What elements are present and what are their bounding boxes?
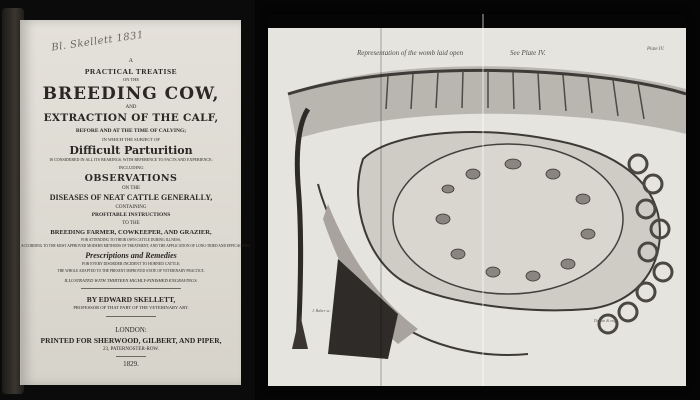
subtitle: EXTRACTION OF THE CALF, [43,112,219,124]
author: BY EDWARD SKELLETT, [86,295,176,304]
title-line: ACCORDING TO THE MOST APPROVED MODERN METHODS OF TREATMENT, AND THE APPLICATION OF LONG-TRIED AND EFFICACIOUS [21,244,251,248]
title-line: FOR EVERY DISORDER INCIDENT TO HORNED CATTLE; [81,262,181,266]
year: 1829. [123,360,139,368]
main-title: BREEDING COW, [42,84,220,104]
title-line: ON THE [122,77,140,82]
title-line: DISEASES OF NEAT CATTLE GENERALLY, [49,193,213,202]
divider [81,288,181,289]
address: 23, PATERNOSTER-ROW. [103,347,159,352]
plate-caption: Representation of the womb laid open [357,49,464,57]
place: LONDON: [115,326,147,334]
title-line: TO THE [122,221,140,226]
title-line: INCLUDING [118,165,144,170]
title-line: THE WHOLE ADAPTED TO THE PRESENT IMPROVED STATE OF VETERINARY PRACTICE. [57,269,205,273]
plate-label: Plate IV. [647,47,665,52]
divider [106,316,156,317]
title-line: ON THE [121,186,141,191]
title-line: BEFORE AND AT THE TIME OF CALVING; [75,128,187,134]
title-line: Prescriptions and Remedies [85,251,177,260]
left-book-page-area [0,0,255,400]
title-line: AND [125,105,137,110]
title-line: A [128,58,134,64]
publisher: PRINTED FOR SHERWOOD, GILBERT, AND PIPER, [40,336,222,345]
title-line: OBSERVATIONS [84,173,178,184]
plate-area [262,0,700,400]
title-page [20,20,251,385]
title-line: IS CONSIDERED IN ALL ITS BEARINGS, WITH REFERENCE TO FACTS AND EXPERIENCE; [49,157,213,162]
plate-fold [380,14,382,386]
handwritten-note: Bl. Skellett 1831 [50,29,145,54]
title-line: Difficult Parturition [69,144,193,157]
title-line: IN WHICH THE SUBJECT OF [102,137,160,142]
title-line: PROFITABLE INSTRUCTIONS [91,212,171,218]
author-title: PROFESSOR OF THAT PART OF THE VETERINARY ART. [73,305,189,310]
engraver-credit-right: Drawn & eng. [594,318,617,323]
title-line: PRACTICAL TREATISE [84,67,178,76]
plate-reference: See Plate IV. [510,49,546,57]
title-line: FOR ATTENDING TO THEIR OWN CATTLE DURING ILLNESS, [81,238,181,242]
anatomical-engraving [268,14,686,386]
divider [116,356,146,357]
engraver-credit-left: J. Baker sc. [312,308,331,313]
title-line: ILLUSTRATED WITH THIRTEEN HIGHLY-FINISHED ENGRAVINGS. [64,278,198,283]
title-line: BREEDING FARMER, COWKEEPER, AND GRAZIER, [50,229,212,236]
title-line: CONTAINING [115,205,147,210]
plate-fold [482,14,484,386]
